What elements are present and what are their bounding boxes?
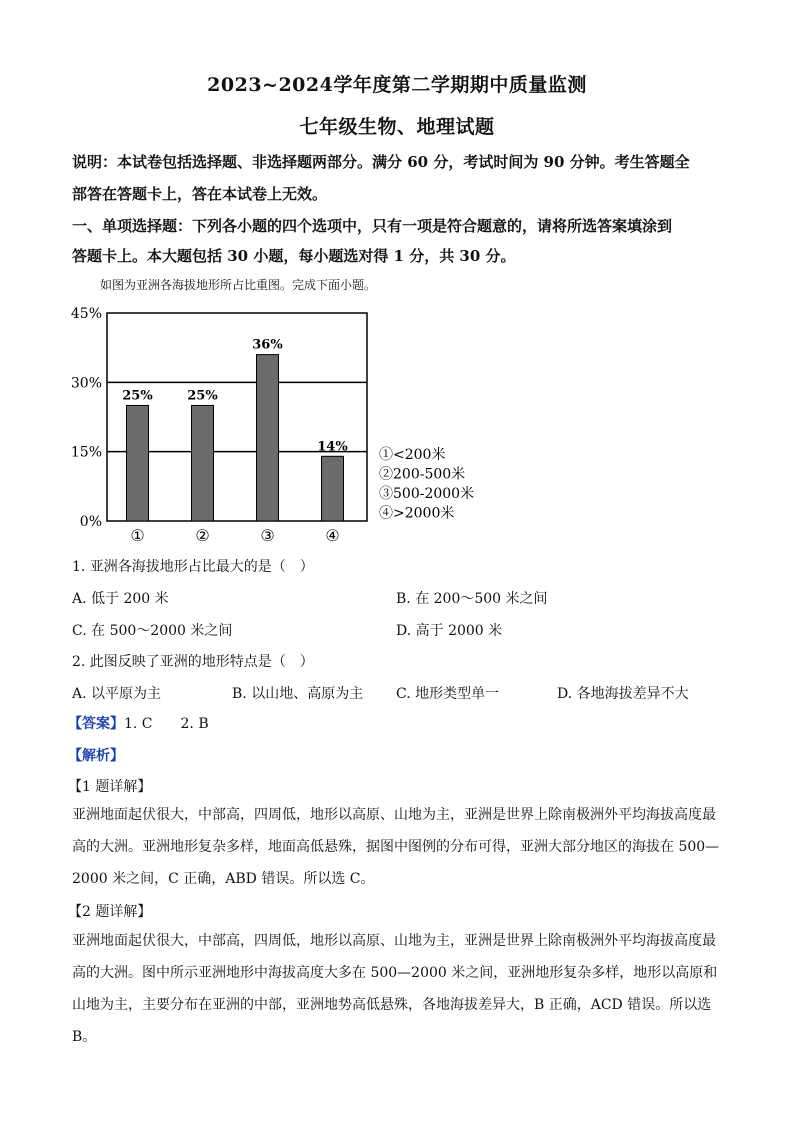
question-2-option-a: A. 以平原为主: [72, 686, 162, 702]
chart-bar: [127, 405, 149, 521]
question-1-option-b: B. 在 200～500 米之间: [396, 591, 548, 607]
chart-legend-item: ④>2000米: [379, 505, 455, 522]
page-title: 2023~2024学年度第二学期期中质量监测: [207, 74, 587, 96]
chart-x-tick-label: ①: [130, 526, 145, 545]
chart-legend-item: ①<200米: [379, 447, 446, 463]
question-2-option-b: B. 以山地、高原为主: [232, 686, 364, 702]
instructions-line-1: 说明：本试卷包括选择题、非选择题两部分。满分 60 分，考试时间为 90 分钟。考生答题全: [72, 153, 690, 171]
chart-bars: [127, 355, 344, 521]
chart-data-label: 36%: [252, 337, 283, 353]
chart-bar: [257, 355, 279, 521]
question-2-stem: 2. 此图反映了亚洲的地形特点是（ ）: [72, 654, 314, 670]
section-heading-line-2: 答题卡上。本大题包括 30 小题，每小题选对得 1 分，共 30 分。: [72, 247, 516, 265]
detail-1-label: 【1 题详解】: [68, 779, 152, 795]
chart-bar: [322, 456, 344, 521]
instructions-line-2: 部答在答题卡上，答在本试卷上无效。: [72, 185, 328, 203]
question-intro: 如图为亚洲各海拔地形所占比重图。完成下面小题。: [100, 278, 377, 292]
chart-legend-item: ②200-500米: [379, 466, 466, 483]
chart-data-labels: [122, 338, 348, 455]
question-1-option-d: D. 高于 2000 米: [396, 623, 503, 639]
chart-x-tick-label: ④: [325, 526, 340, 545]
answer-row: [68, 713, 209, 733]
chart-x-ticks: [130, 526, 339, 545]
chart-y-tick-label: 45%: [70, 306, 102, 322]
chart-data-label: 25%: [187, 388, 218, 404]
detail-2-text: 亚洲地面起伏很大，中部高，四周低，地形以高原、山地为主，亚洲是世界上除南极洲外平均海拔高度最高的大洲。图中所示亚洲地形中海拔高度大多在 500—2000 米之间，亚洲地形复杂多样，地形以高原和山地为主，主要分布在亚洲的中部，亚洲地势高低悬殊，各地海拔差异大，B 正确，ACD 错误。所以选 B。: [72, 933, 718, 1045]
section-heading-line-1: 一、单项选择题：下列各小题的四个选项中，只有一项是符合题意的，请将所选答案填涂到: [72, 217, 673, 235]
chart-y-ticks: [71, 306, 102, 530]
detail-2-label: 【2 题详解】: [68, 904, 152, 920]
bar-chart: [60, 300, 500, 550]
chart-x-tick-label: ②: [195, 526, 210, 545]
question-1-option-c: C. 在 500～2000 米之间: [72, 623, 233, 639]
analysis-label: 【解析】: [68, 748, 124, 764]
chart-y-tick-label: 0%: [79, 514, 102, 530]
question-2-option-d: D. 各地海拔差异不大: [557, 686, 689, 702]
question-1-option-a: A. 低于 200 米: [72, 591, 169, 607]
chart-x-tick-label: ③: [260, 526, 275, 545]
chart-data-label: 14%: [317, 439, 348, 455]
chart-data-label: 25%: [122, 388, 153, 404]
question-2-option-c: C. 地形类型单一: [396, 686, 500, 702]
question-1-stem: 1. 亚洲各海拔地形占比最大的是（ ）: [72, 559, 314, 575]
chart-legend-item: ③500-2000米: [379, 486, 475, 502]
detail-1-text: 亚洲地面起伏很大，中部高，四周低，地形以高原、山地为主，亚洲是世界上除南极洲外平均海拔高度最高的大洲。亚洲地形复杂多样，地面高低悬殊，据图中图例的分布可得，亚洲大部分地区的海拔在 500—2000 米之间，C 正确，ABD 错误。所以选 C。: [72, 807, 720, 887]
chart-y-tick-label: 15%: [70, 444, 102, 461]
chart-legend: [379, 446, 474, 522]
chart-y-tick-label: 30%: [70, 375, 102, 392]
answer-label: 【答案】: [68, 716, 124, 732]
answer-value: 1. C 2. B: [124, 716, 209, 732]
chart-bar: [192, 405, 214, 521]
page-subtitle: 七年级生物、地理试题: [299, 116, 495, 138]
